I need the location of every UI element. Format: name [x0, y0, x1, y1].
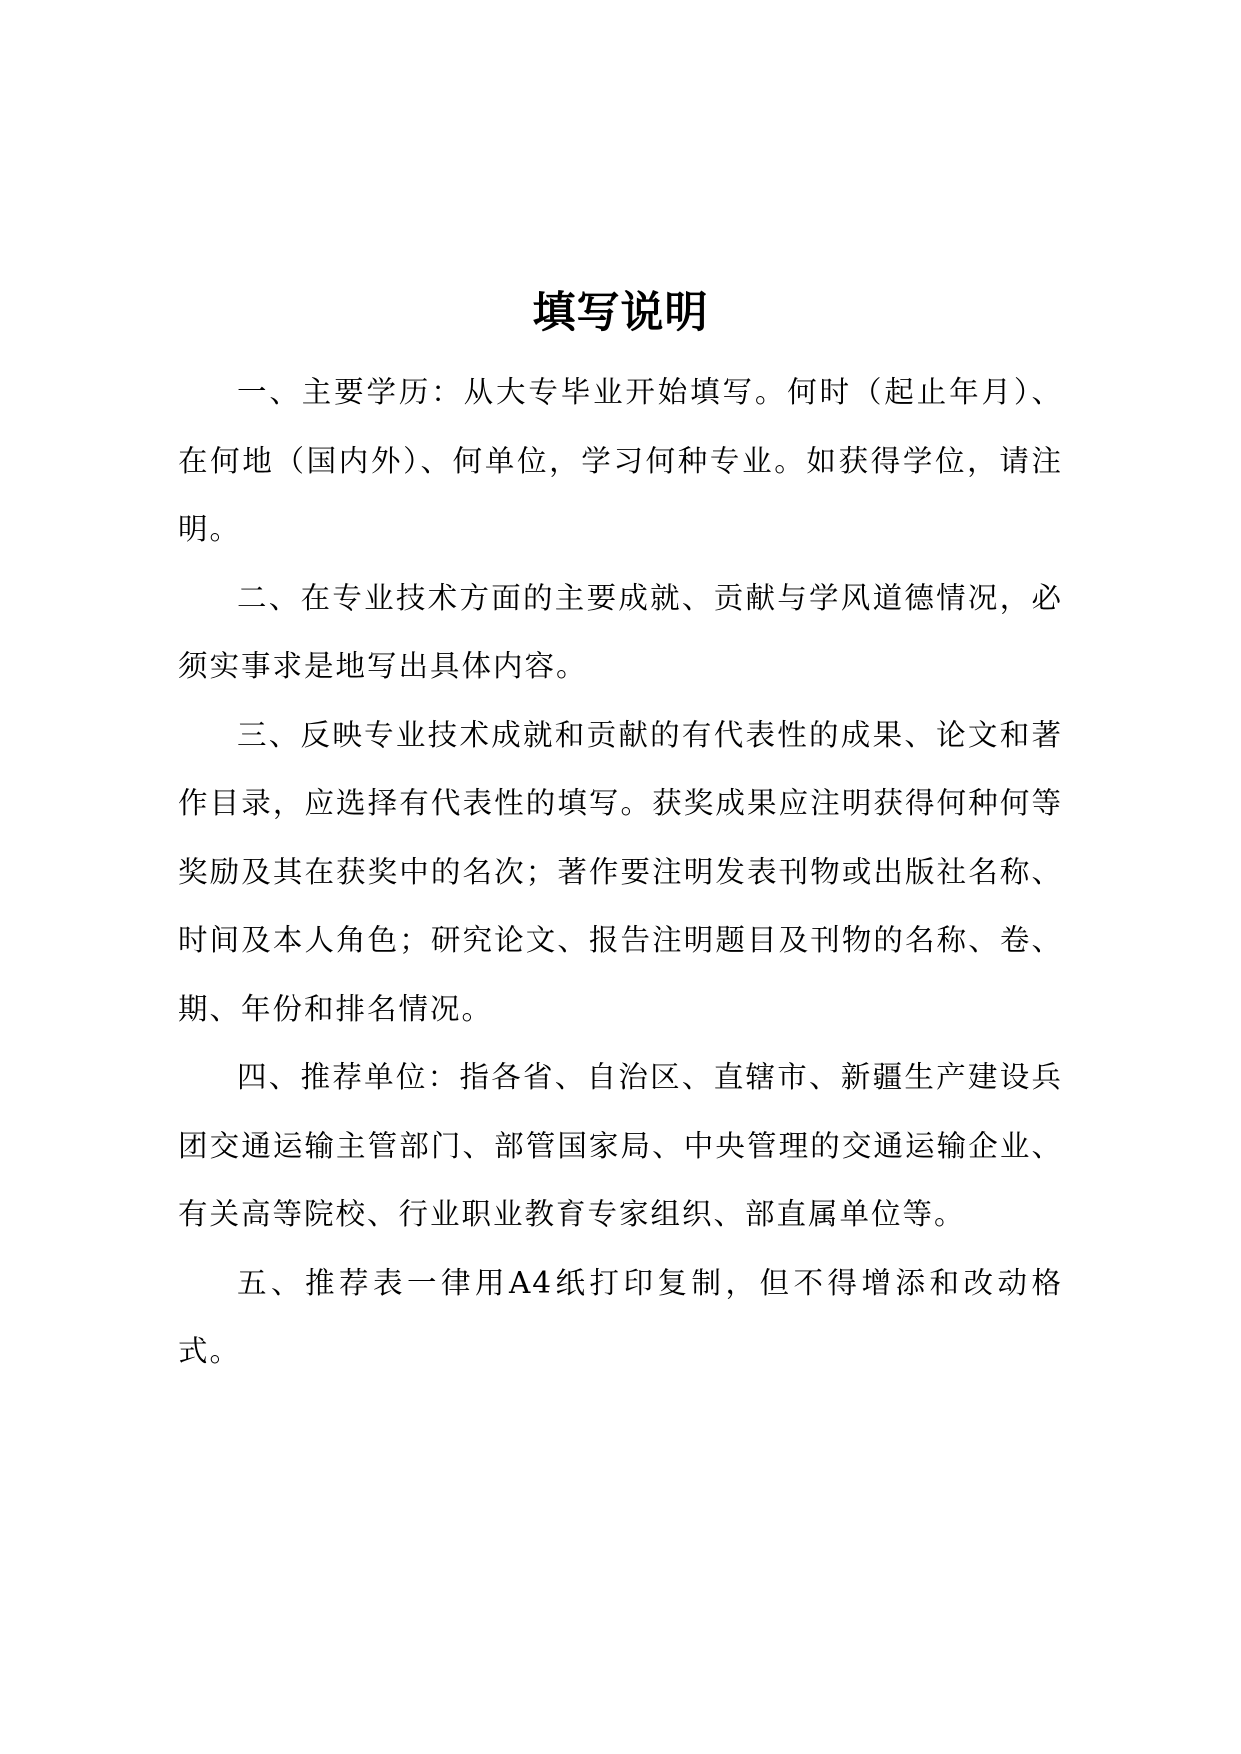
instruction-paragraph-4: 四、推荐单位：指各省、自治区、直辖市、新疆生产建设兵团交通运输主管部门、部管国家局、中央管理的交通运输企业、有关高等院校、行业职业教育专家组织、部直属单位等。	[178, 1060, 1063, 1231]
instruction-paragraph-2: 二、在专业技术方面的主要成就、贡献与学风道德情况，必须实事求是地写出具体内容。	[178, 580, 1063, 683]
instructions-body	[178, 358, 1063, 1386]
instruction-paragraph-5: 五、推荐表一律用A4纸打印复制，但不得增添和改动格式。	[178, 1265, 1063, 1368]
page-title: 填写说明	[532, 288, 709, 338]
instruction-paragraph-3: 三、反映专业技术成就和贡献的有代表性的成果、论文和著作目录，应选择有代表性的填写。获奖成果应注明获得何种何等奖励及其在获奖中的名次；著作要注明发表刊物或出版社名称、时间及本人角色；研究论文、报告注明题目及刊物的名称、卷、期、年份和排名情况。	[178, 717, 1063, 1026]
instruction-paragraph-1: 一、主要学历：从大专毕业开始填写。何时（起止年月）、在何地（国内外）、何单位，学习何种专业。如获得学位，请注明。	[178, 375, 1063, 546]
